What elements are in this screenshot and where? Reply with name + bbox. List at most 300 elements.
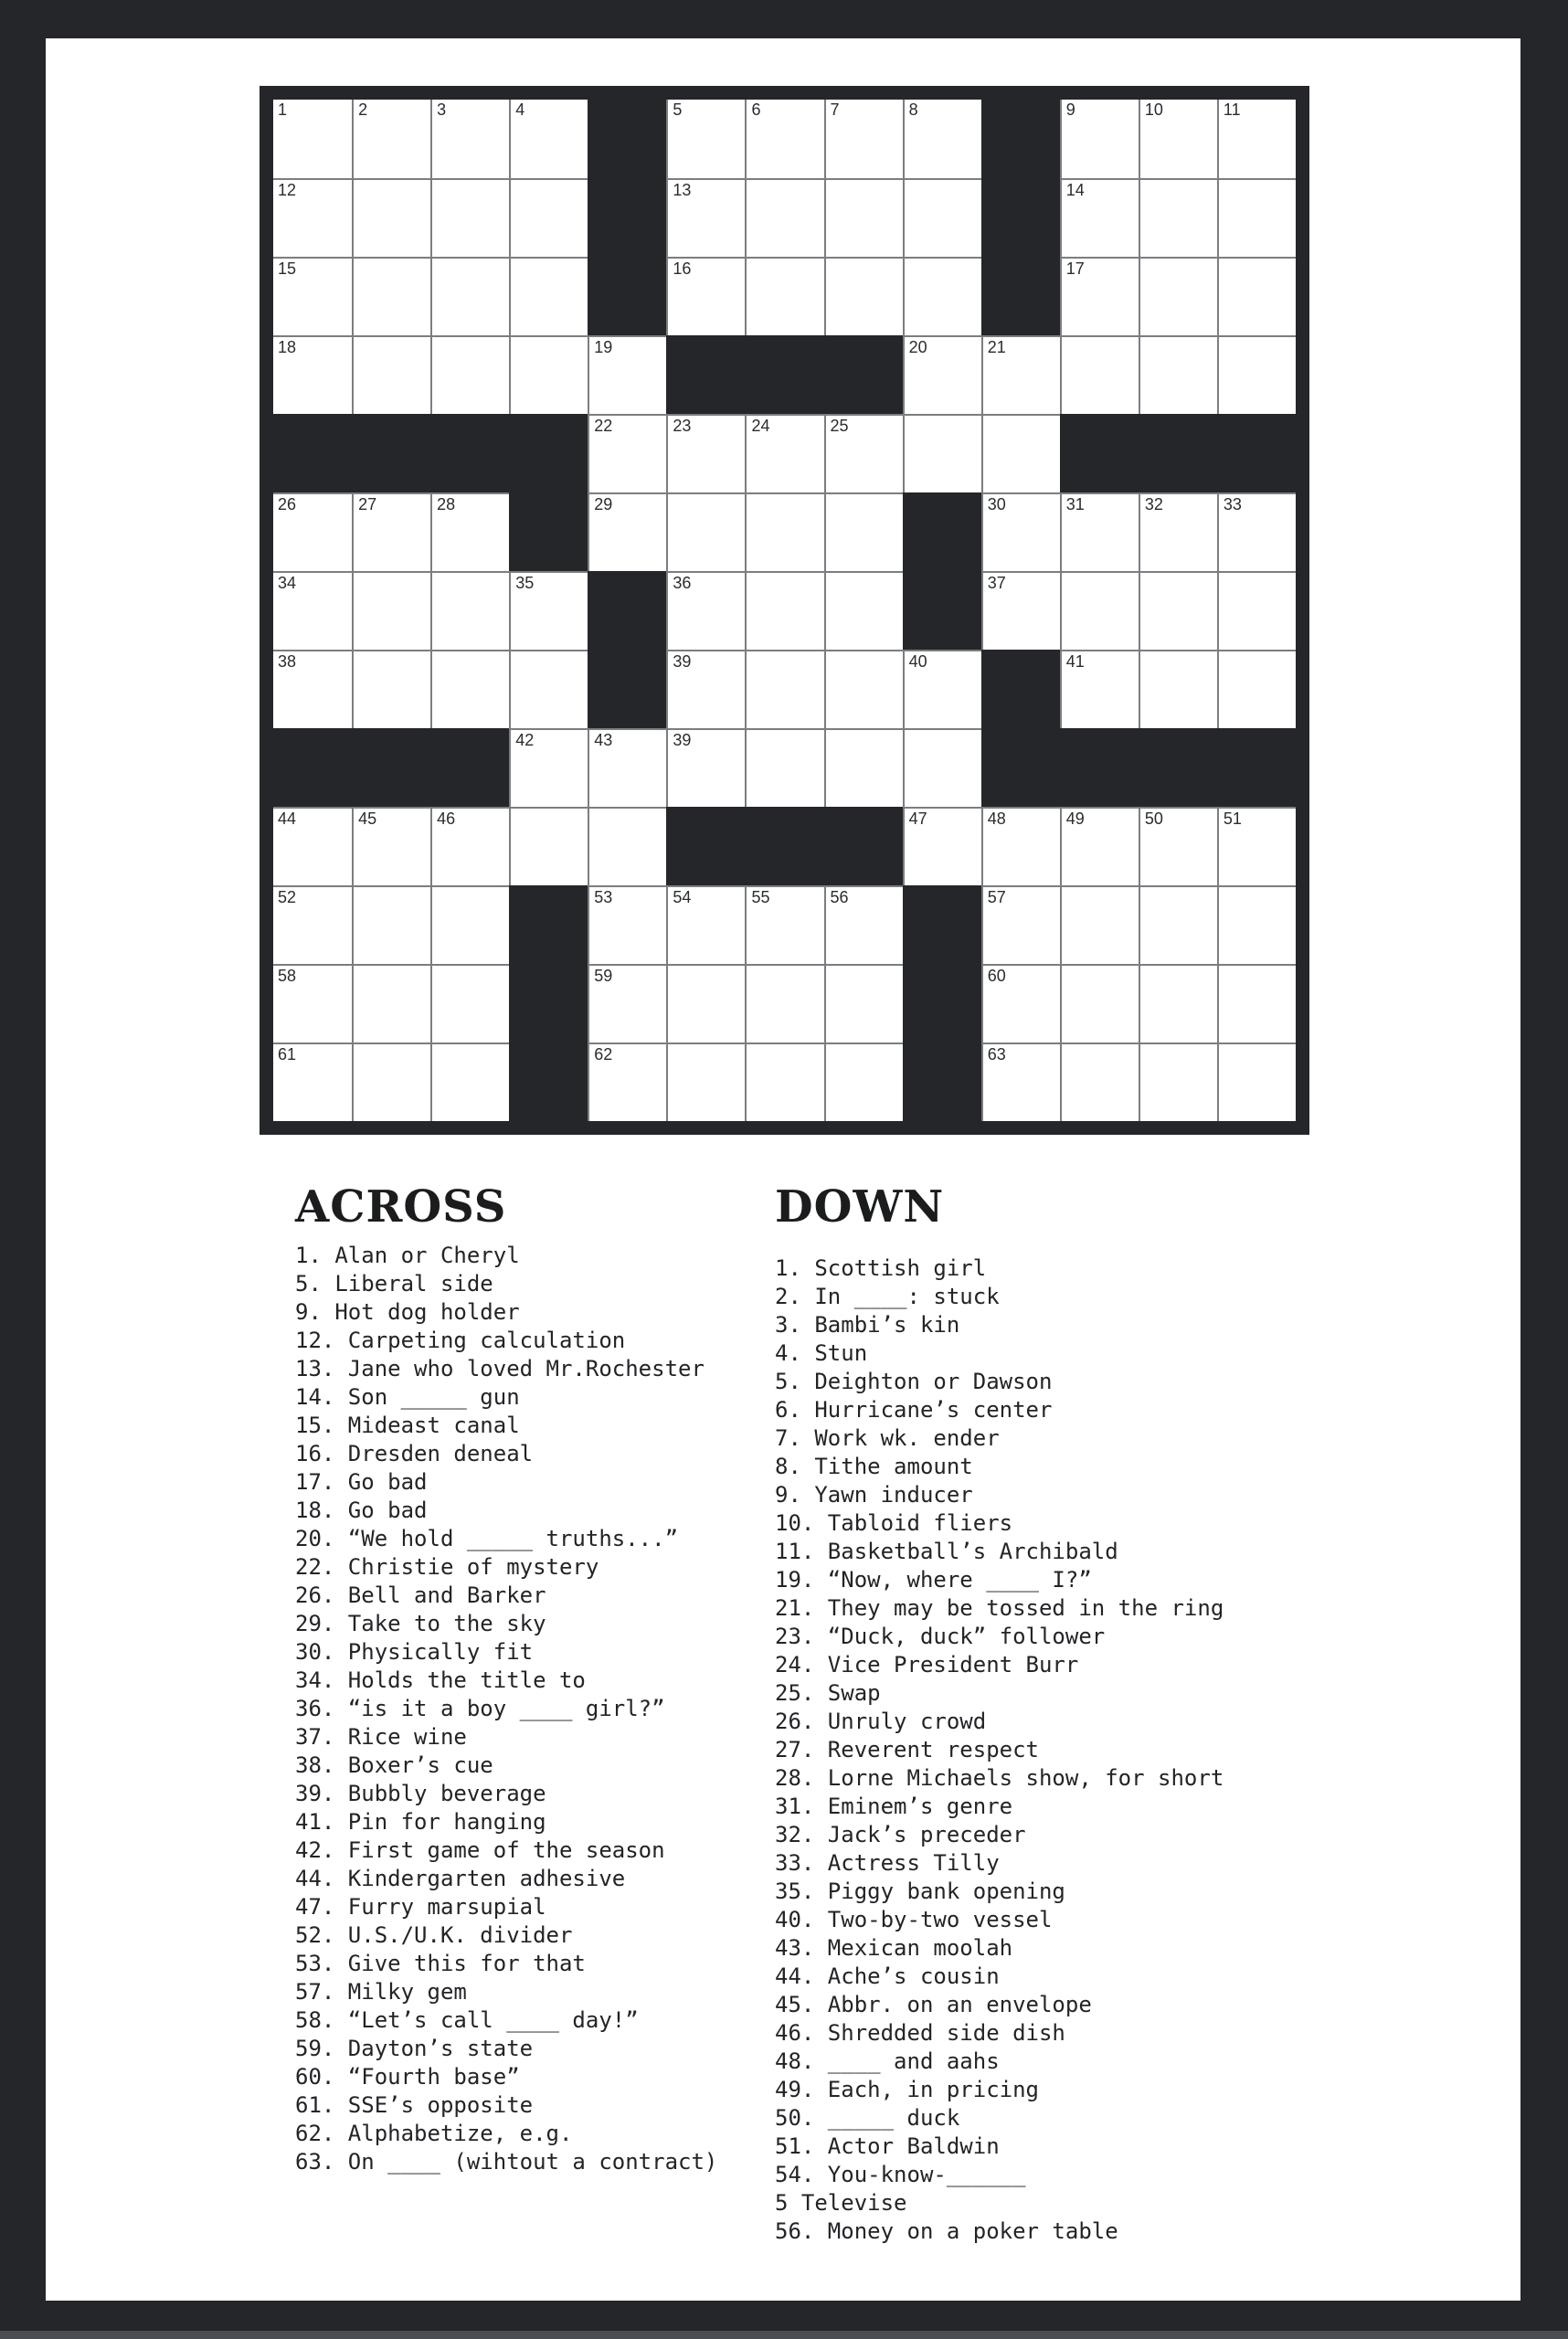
across-clue: 16. Dresden deneal bbox=[295, 1441, 534, 1466]
grid-cell-black bbox=[666, 807, 745, 885]
grid-cell[interactable] bbox=[509, 178, 588, 257]
grid-cell[interactable] bbox=[1060, 571, 1139, 650]
cell-number: 27 bbox=[358, 495, 377, 513]
cell-number: 56 bbox=[830, 888, 849, 906]
across-clue: 29. Take to the sky bbox=[295, 1611, 546, 1636]
cell-number: 40 bbox=[908, 652, 927, 671]
cell-number: 35 bbox=[515, 574, 535, 592]
grid-cell[interactable] bbox=[981, 885, 1060, 964]
grid-cell[interactable] bbox=[745, 100, 823, 178]
grid-cell[interactable] bbox=[745, 492, 823, 571]
grid-cell[interactable] bbox=[1139, 257, 1217, 335]
grid-cell[interactable] bbox=[1217, 492, 1296, 571]
grid-cell-black bbox=[1060, 728, 1139, 807]
grid-cell[interactable] bbox=[273, 178, 352, 257]
grid-cell-black bbox=[981, 650, 1060, 728]
grid-cell[interactable] bbox=[273, 492, 352, 571]
cell-number: 14 bbox=[1065, 181, 1085, 199]
cell-number: 9 bbox=[1065, 101, 1075, 119]
across-clue: 20. “We hold _____ truths...” bbox=[295, 1526, 679, 1551]
cell-number: 18 bbox=[278, 338, 297, 356]
grid-cell[interactable] bbox=[903, 728, 981, 807]
puzzle-page bbox=[46, 38, 1520, 2301]
grid-cell[interactable] bbox=[588, 414, 666, 492]
down-clue: 56. Money on a poker table bbox=[775, 2218, 1118, 2244]
down-clue: 5 Televise bbox=[775, 2190, 907, 2216]
grid-cell[interactable] bbox=[903, 414, 981, 492]
grid-cell[interactable] bbox=[666, 650, 745, 728]
grid-cell[interactable] bbox=[1060, 335, 1139, 414]
grid-cell[interactable] bbox=[273, 650, 352, 728]
grid-cell[interactable] bbox=[981, 807, 1060, 885]
down-clue: 21. They may be tossed in the ring bbox=[775, 1595, 1224, 1621]
cell-number: 57 bbox=[987, 888, 1006, 906]
grid-cell[interactable] bbox=[1217, 257, 1296, 335]
grid-cell[interactable] bbox=[903, 335, 981, 414]
grid-cell[interactable] bbox=[981, 414, 1060, 492]
grid-cell[interactable] bbox=[903, 178, 981, 257]
down-clue: 4. Stun bbox=[775, 1340, 868, 1366]
grid-cell-black bbox=[509, 414, 588, 492]
grid-cell[interactable] bbox=[588, 885, 666, 964]
grid-cell[interactable] bbox=[352, 257, 430, 335]
down-clue: 51. Actor Baldwin bbox=[775, 2133, 1000, 2159]
grid-cell[interactable] bbox=[1139, 964, 1217, 1042]
grid-cell[interactable] bbox=[352, 807, 430, 885]
grid-cell[interactable] bbox=[1217, 571, 1296, 650]
grid-cell[interactable] bbox=[981, 335, 1060, 414]
grid-cell[interactable] bbox=[273, 257, 352, 335]
grid-cell[interactable] bbox=[588, 728, 666, 807]
grid-cell[interactable] bbox=[1217, 100, 1296, 178]
across-clue: 59. Dayton’s state bbox=[295, 2036, 534, 2061]
down-clue: 2. In ____: stuck bbox=[775, 1284, 1000, 1309]
cell-number: 36 bbox=[673, 574, 692, 592]
across-heading: ACROSS bbox=[295, 1181, 507, 1233]
across-clue: 62. Alphabetize, e.g. bbox=[295, 2121, 573, 2146]
across-clue: 14. Son _____ gun bbox=[295, 1384, 520, 1410]
grid-cell[interactable] bbox=[430, 100, 509, 178]
grid-cell[interactable] bbox=[745, 650, 823, 728]
down-clue: 25. Swap bbox=[775, 1680, 881, 1706]
grid-cell[interactable] bbox=[273, 571, 352, 650]
across-clue: 9. Hot dog holder bbox=[295, 1299, 520, 1325]
grid-cell[interactable] bbox=[666, 1042, 745, 1121]
grid-cell-black bbox=[588, 100, 666, 178]
cell-number: 58 bbox=[278, 967, 297, 985]
down-clue: 24. Vice President Burr bbox=[775, 1652, 1079, 1678]
across-clue: 60. “Fourth base” bbox=[295, 2064, 520, 2090]
grid-cell[interactable] bbox=[745, 178, 823, 257]
across-clue: 63. On ____ (wihtout a contract) bbox=[295, 2149, 718, 2175]
grid-cell[interactable] bbox=[509, 100, 588, 178]
grid-cell[interactable] bbox=[430, 807, 509, 885]
grid-cell[interactable] bbox=[588, 964, 666, 1042]
grid-cell[interactable] bbox=[745, 571, 823, 650]
grid-cell[interactable] bbox=[666, 414, 745, 492]
down-clue: 19. “Now, where ____ I?” bbox=[775, 1567, 1092, 1593]
across-clue: 57. Milky gem bbox=[295, 1979, 467, 2005]
grid-cell[interactable] bbox=[1060, 885, 1139, 964]
grid-cell-black bbox=[745, 335, 823, 414]
grid-cell[interactable] bbox=[1060, 257, 1139, 335]
down-clue: 5. Deighton or Dawson bbox=[775, 1369, 1053, 1394]
grid-cell[interactable] bbox=[509, 571, 588, 650]
grid-cell[interactable] bbox=[352, 492, 430, 571]
cell-number: 47 bbox=[908, 810, 927, 828]
cell-number: 60 bbox=[987, 967, 1006, 985]
cell-number: 50 bbox=[1144, 810, 1163, 828]
grid-cell[interactable] bbox=[430, 650, 509, 728]
down-clue: 48. ____ and aahs bbox=[775, 2048, 1000, 2074]
grid-cell-black bbox=[1217, 414, 1296, 492]
grid-cell-black bbox=[430, 728, 509, 807]
grid-cell-black bbox=[1139, 728, 1217, 807]
grid-cell[interactable] bbox=[666, 257, 745, 335]
across-clue: 34. Holds the title to bbox=[295, 1667, 586, 1693]
down-clue: 1. Scottish girl bbox=[775, 1255, 987, 1281]
grid-cell-black bbox=[824, 807, 903, 885]
cell-number: 4 bbox=[515, 101, 525, 119]
grid-cell[interactable] bbox=[981, 964, 1060, 1042]
cell-number: 28 bbox=[437, 495, 456, 513]
across-clue: 12. Carpeting calculation bbox=[295, 1328, 626, 1353]
grid-cell[interactable] bbox=[430, 178, 509, 257]
cell-number: 61 bbox=[278, 1045, 297, 1064]
down-clue: 32. Jack’s preceder bbox=[775, 1822, 1026, 1847]
cell-number: 15 bbox=[278, 259, 297, 278]
grid-cell[interactable] bbox=[273, 1042, 352, 1121]
grid-cell-black bbox=[1139, 414, 1217, 492]
grid-cell[interactable] bbox=[588, 492, 666, 571]
across-clue: 22. Christie of mystery bbox=[295, 1554, 599, 1580]
grid-cell[interactable] bbox=[903, 100, 981, 178]
page-frame-bottom-strip bbox=[0, 2331, 1568, 2339]
cell-number: 24 bbox=[751, 417, 770, 435]
grid-cell[interactable] bbox=[824, 257, 903, 335]
grid-cell[interactable] bbox=[430, 1042, 509, 1121]
across-clues-section bbox=[295, 1182, 717, 2176]
grid-cell[interactable] bbox=[430, 964, 509, 1042]
grid-cell[interactable] bbox=[1060, 807, 1139, 885]
down-clue: 50. _____ duck bbox=[775, 2105, 960, 2131]
cell-number: 62 bbox=[594, 1045, 613, 1064]
grid-cell[interactable] bbox=[1139, 1042, 1217, 1121]
across-clue-list bbox=[295, 1242, 717, 2176]
across-clue: 42. First game of the season bbox=[295, 1837, 665, 1863]
cell-number: 10 bbox=[1144, 101, 1163, 119]
down-clue: 27. Reverent respect bbox=[775, 1737, 1039, 1762]
grid-cell[interactable] bbox=[352, 571, 430, 650]
grid-cell-black bbox=[981, 257, 1060, 335]
down-clue: 46. Shredded side dish bbox=[775, 2020, 1065, 2046]
cell-number: 55 bbox=[751, 888, 770, 906]
grid-cell[interactable] bbox=[666, 178, 745, 257]
crossword-grid bbox=[260, 86, 1309, 1135]
grid-cell-black bbox=[903, 571, 981, 650]
grid-cell[interactable] bbox=[1139, 650, 1217, 728]
across-clue: 5. Liberal side bbox=[295, 1271, 493, 1297]
grid-cell[interactable] bbox=[273, 100, 352, 178]
grid-cell[interactable] bbox=[1060, 1042, 1139, 1121]
grid-cell[interactable] bbox=[824, 571, 903, 650]
grid-cell-black bbox=[981, 728, 1060, 807]
cell-number: 46 bbox=[437, 810, 456, 828]
cell-number: 12 bbox=[278, 181, 297, 199]
cell-number: 23 bbox=[673, 417, 692, 435]
grid-cell-black bbox=[824, 335, 903, 414]
across-clue: 17. Go bad bbox=[295, 1469, 428, 1495]
cell-number: 25 bbox=[830, 417, 849, 435]
grid-cell[interactable] bbox=[745, 257, 823, 335]
across-clue: 53. Give this for that bbox=[295, 1951, 586, 1976]
grid-cell[interactable] bbox=[1139, 571, 1217, 650]
grid-cell[interactable] bbox=[745, 1042, 823, 1121]
grid-cell[interactable] bbox=[352, 1042, 430, 1121]
grid-cell-black bbox=[352, 414, 430, 492]
across-clue: 58. “Let’s call ____ day!” bbox=[295, 2007, 639, 2033]
grid-cell[interactable] bbox=[352, 885, 430, 964]
grid-cell[interactable] bbox=[981, 571, 1060, 650]
cell-number: 32 bbox=[1144, 495, 1163, 513]
grid-cell[interactable] bbox=[666, 885, 745, 964]
cell-number: 6 bbox=[751, 101, 761, 119]
grid-cell[interactable] bbox=[509, 650, 588, 728]
down-clue: 35. Piggy bank opening bbox=[775, 1879, 1065, 1904]
grid-cell[interactable] bbox=[981, 492, 1060, 571]
cell-number: 31 bbox=[1065, 495, 1085, 513]
grid-cell[interactable] bbox=[666, 492, 745, 571]
down-clue: 23. “Duck, duck” follower bbox=[775, 1624, 1106, 1649]
grid-cell[interactable] bbox=[1060, 964, 1139, 1042]
down-clue: 9. Yawn inducer bbox=[775, 1482, 973, 1508]
grid-cell[interactable] bbox=[666, 728, 745, 807]
grid-cell-black bbox=[903, 964, 981, 1042]
grid-cell[interactable] bbox=[509, 335, 588, 414]
down-clues-section bbox=[775, 1182, 1224, 2246]
grid-cell[interactable] bbox=[1139, 335, 1217, 414]
cell-number: 19 bbox=[594, 338, 613, 356]
grid-cell[interactable] bbox=[745, 728, 823, 807]
grid-cell-black bbox=[745, 807, 823, 885]
grid-cell[interactable] bbox=[666, 964, 745, 1042]
cell-number: 39 bbox=[673, 652, 692, 671]
grid-cell[interactable] bbox=[430, 571, 509, 650]
cell-number: 1 bbox=[278, 101, 288, 119]
cell-number: 34 bbox=[278, 574, 297, 592]
grid-cell[interactable] bbox=[430, 885, 509, 964]
grid-cell-black bbox=[588, 178, 666, 257]
grid-cell[interactable] bbox=[745, 885, 823, 964]
down-clue: 44. Ache’s cousin bbox=[775, 1963, 1000, 1989]
cell-number: 38 bbox=[278, 652, 297, 671]
down-clue: 26. Unruly crowd bbox=[775, 1709, 987, 1734]
grid-cell[interactable] bbox=[981, 1042, 1060, 1121]
grid-cell[interactable] bbox=[509, 728, 588, 807]
cell-number: 13 bbox=[673, 181, 692, 199]
cell-number: 53 bbox=[594, 888, 613, 906]
cell-number: 22 bbox=[594, 417, 613, 435]
cell-number: 20 bbox=[908, 338, 927, 356]
cell-number: 59 bbox=[594, 967, 613, 985]
grid-cell[interactable] bbox=[824, 728, 903, 807]
down-clue-list bbox=[775, 1254, 1224, 2246]
grid-cell[interactable] bbox=[430, 257, 509, 335]
across-clue: 61. SSE’s opposite bbox=[295, 2092, 534, 2118]
cell-number: 5 bbox=[673, 101, 683, 119]
cell-number: 37 bbox=[987, 574, 1006, 592]
grid-cell[interactable] bbox=[430, 492, 509, 571]
down-clue: 7. Work wk. ender bbox=[775, 1425, 1000, 1451]
grid-cell-black bbox=[273, 728, 352, 807]
grid-cell[interactable] bbox=[1217, 650, 1296, 728]
across-clue: 18. Go bad bbox=[295, 1498, 428, 1523]
down-clue: 45. Abbr. on an envelope bbox=[775, 1992, 1092, 2017]
grid-cell[interactable] bbox=[824, 492, 903, 571]
cell-number: 16 bbox=[673, 259, 692, 278]
across-clue: 37. Rice wine bbox=[295, 1724, 467, 1750]
down-heading: DOWN bbox=[775, 1181, 945, 1233]
grid-cell[interactable] bbox=[273, 335, 352, 414]
grid-cell[interactable] bbox=[745, 414, 823, 492]
down-clue: 6. Hurricane’s center bbox=[775, 1397, 1053, 1423]
grid-cell[interactable] bbox=[352, 100, 430, 178]
cell-number: 21 bbox=[987, 338, 1006, 356]
grid-cell[interactable] bbox=[824, 100, 903, 178]
down-clue: 28. Lorne Michaels show, for short bbox=[775, 1765, 1224, 1791]
grid-cell[interactable] bbox=[1217, 885, 1296, 964]
grid-cell-black bbox=[1060, 414, 1139, 492]
cell-number: 45 bbox=[358, 810, 377, 828]
down-clue: 10. Tabloid fliers bbox=[775, 1510, 1013, 1536]
cell-number: 2 bbox=[358, 101, 368, 119]
grid-cell-black bbox=[981, 178, 1060, 257]
grid-cell[interactable] bbox=[903, 807, 981, 885]
grid-cell[interactable] bbox=[745, 964, 823, 1042]
cell-number: 42 bbox=[515, 731, 535, 749]
cell-number: 48 bbox=[987, 810, 1006, 828]
grid-cell-black bbox=[588, 571, 666, 650]
grid-cell[interactable] bbox=[1217, 807, 1296, 885]
grid-cell[interactable] bbox=[1217, 964, 1296, 1042]
cell-number: 3 bbox=[437, 101, 447, 119]
cell-number: 49 bbox=[1065, 810, 1085, 828]
grid-cell[interactable] bbox=[1060, 650, 1139, 728]
across-clue: 15. Mideast canal bbox=[295, 1413, 520, 1438]
grid-cell[interactable] bbox=[1139, 492, 1217, 571]
grid-cell[interactable] bbox=[824, 964, 903, 1042]
cell-number: 54 bbox=[673, 888, 692, 906]
grid-cell[interactable] bbox=[352, 335, 430, 414]
across-clue: 26. Bell and Barker bbox=[295, 1582, 546, 1608]
grid-cell-black bbox=[509, 885, 588, 964]
grid-cell[interactable] bbox=[824, 885, 903, 964]
cell-number: 39 bbox=[673, 731, 692, 749]
grid-cell[interactable] bbox=[1217, 335, 1296, 414]
grid-cell[interactable] bbox=[588, 335, 666, 414]
grid-cell[interactable] bbox=[352, 178, 430, 257]
grid-cell-black bbox=[509, 492, 588, 571]
across-clue: 1. Alan or Cheryl bbox=[295, 1243, 520, 1268]
grid-cell[interactable] bbox=[588, 807, 666, 885]
grid-cell-black bbox=[903, 1042, 981, 1121]
cell-number: 17 bbox=[1065, 259, 1085, 278]
grid-cell[interactable] bbox=[1060, 492, 1139, 571]
across-clue: 36. “is it a boy ____ girl?” bbox=[295, 1696, 665, 1721]
across-clue: 38. Boxer’s cue bbox=[295, 1752, 493, 1778]
grid-cell[interactable] bbox=[903, 257, 981, 335]
down-clue: 43. Mexican moolah bbox=[775, 1935, 1013, 1961]
grid-cell[interactable] bbox=[509, 257, 588, 335]
grid-cell[interactable] bbox=[352, 650, 430, 728]
across-clue: 13. Jane who loved Mr.Rochester bbox=[295, 1356, 705, 1381]
grid-cell-black bbox=[273, 414, 352, 492]
cell-number: 51 bbox=[1223, 810, 1242, 828]
across-clue: 39. Bubbly beverage bbox=[295, 1781, 546, 1806]
grid-cell[interactable] bbox=[1060, 178, 1139, 257]
grid-cell[interactable] bbox=[1139, 178, 1217, 257]
cell-number: 8 bbox=[908, 101, 918, 119]
cell-number: 44 bbox=[278, 810, 297, 828]
grid-cell-black bbox=[981, 100, 1060, 178]
grid-cell[interactable] bbox=[1139, 885, 1217, 964]
across-clue: 30. Physically fit bbox=[295, 1639, 534, 1665]
grid-cell[interactable] bbox=[1139, 807, 1217, 885]
across-clue: 44. Kindergarten adhesive bbox=[295, 1866, 626, 1891]
grid-cell-black bbox=[509, 1042, 588, 1121]
grid-cell[interactable] bbox=[824, 414, 903, 492]
down-clue: 54. You-know-______ bbox=[775, 2162, 1026, 2187]
down-clue: 49. Each, in pricing bbox=[775, 2077, 1039, 2102]
grid-cell[interactable] bbox=[824, 178, 903, 257]
cell-number: 30 bbox=[987, 495, 1006, 513]
grid-cell[interactable] bbox=[1060, 100, 1139, 178]
grid-cell[interactable] bbox=[666, 571, 745, 650]
grid-cell[interactable] bbox=[824, 1042, 903, 1121]
grid-cell-black bbox=[430, 414, 509, 492]
across-clue: 41. Pin for hanging bbox=[295, 1809, 546, 1835]
down-clue: 11. Basketball’s Archibald bbox=[775, 1539, 1118, 1564]
across-clue: 47. Furry marsupial bbox=[295, 1894, 546, 1920]
grid-cell[interactable] bbox=[903, 650, 981, 728]
cell-number: 63 bbox=[987, 1045, 1006, 1064]
grid-cell[interactable] bbox=[273, 964, 352, 1042]
grid-cell-black bbox=[903, 885, 981, 964]
cell-number: 26 bbox=[278, 495, 297, 513]
down-clue: 3. Bambi’s kin bbox=[775, 1312, 960, 1338]
cell-number: 29 bbox=[594, 495, 613, 513]
grid-cell-black bbox=[588, 650, 666, 728]
grid-cell-black bbox=[352, 728, 430, 807]
grid-cell[interactable] bbox=[273, 885, 352, 964]
grid-cell-black bbox=[903, 492, 981, 571]
grid-cell-black bbox=[509, 964, 588, 1042]
grid-cell[interactable] bbox=[1139, 100, 1217, 178]
down-clue: 31. Eminem’s genre bbox=[775, 1794, 1013, 1819]
grid-cell[interactable] bbox=[273, 807, 352, 885]
grid-cell[interactable] bbox=[509, 807, 588, 885]
grid-cell[interactable] bbox=[352, 964, 430, 1042]
grid-cell[interactable] bbox=[1217, 178, 1296, 257]
grid-cell[interactable] bbox=[588, 1042, 666, 1121]
cell-number: 33 bbox=[1223, 495, 1242, 513]
grid-cell[interactable] bbox=[1217, 1042, 1296, 1121]
across-clue: 52. U.S./U.K. divider bbox=[295, 1922, 573, 1948]
grid-cell[interactable] bbox=[824, 650, 903, 728]
grid-cell[interactable] bbox=[666, 100, 745, 178]
grid-cell[interactable] bbox=[430, 335, 509, 414]
cell-number: 11 bbox=[1223, 101, 1241, 119]
